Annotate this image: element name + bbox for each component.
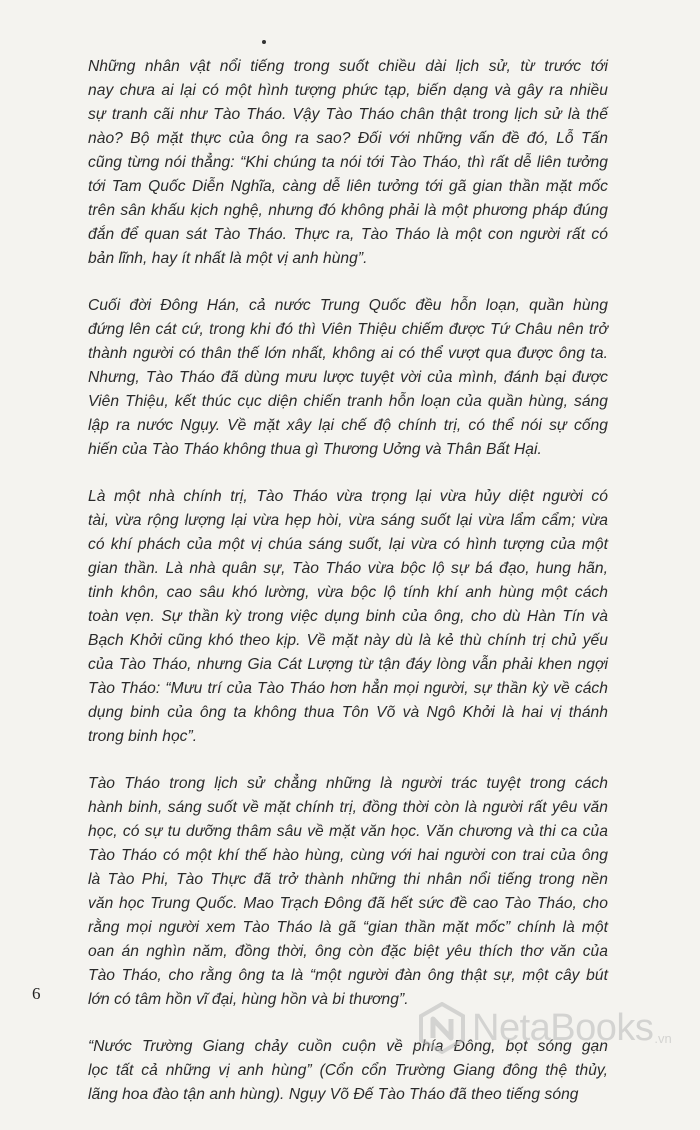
text-line: Tào Tháo có một khí thế hào hùng, cùng với hai người con trai của ông xyxy=(88,847,608,864)
watermark-suffix: .vn xyxy=(654,1031,672,1046)
text-line: Nhưng, Tào Tháo đã dùng mưu lược tuyệt vời của mình, đánh bại được xyxy=(88,369,608,386)
netabooks-logo-icon xyxy=(418,1002,466,1054)
text-line: là Tào Phi, Tào Thực đã trở thành những thi nhân nổi tiếng trong nền xyxy=(88,871,608,888)
paragraph xyxy=(88,55,608,271)
text-line: bản lĩnh, hay ít nhất là một vị anh hùng”. xyxy=(88,250,368,267)
text-line: lãng hoa đào tận anh hùng). Ngụy Võ Đế Tào Tháo đã theo tiếng sóng xyxy=(88,1086,579,1103)
text-line: rằng mọi người xem Tào Tháo là gã “gian thần mặt mốc” chính là một xyxy=(88,919,608,936)
page-number: 6 xyxy=(32,984,41,1003)
text-line: tinh khôn, cao sâu khó lường, vừa bộc lộ tính khí anh hùng một cách xyxy=(88,584,608,601)
text-line: của Tào Tháo, nhưng Gia Cát Lượng từ tận đáy lòng vẫn phải khen ngợi xyxy=(88,656,608,673)
text-line: lớn có tâm hồn vĩ đại, hùng hồn và bi thương”. xyxy=(88,991,409,1008)
text-line: tới Tam Quốc Diễn Nghĩa, càng dễ liên tưởng tới gã gian thần mặt mốc xyxy=(88,178,608,195)
text-line: Tào Tháo: “Mưu trí của Tào Tháo hơn hẳn mọi người, sự thần kỳ về cách xyxy=(88,680,608,697)
text-line: văn học Trung Quốc. Mao Trạch Đông đã hết sức đề cao Tào Tháo, cho xyxy=(88,895,608,912)
body-text xyxy=(88,55,608,1130)
text-line: nào? Bộ mặt thực của ông ra sao? Đối với những vấn đề đó, Lỗ Tấn xyxy=(88,130,608,147)
text-line: tài, vừa rộng lượng lại vừa hẹp hòi, vừa sáng suốt lại vừa lẩm cẩm; vừa xyxy=(88,512,608,529)
paragraph xyxy=(88,485,608,749)
text-line: dụng binh của ông ta không thua Tôn Võ và Ngô Khởi là hai vị thánh xyxy=(88,704,608,721)
text-line: hiến của Tào Tháo không thua gì Thương Uởng và Thân Bất Hại. xyxy=(88,441,542,458)
text-line: cũng từng nói thẳng: “Khi chúng ta nói tới Tào Tháo, thì rất dễ liên tưởng xyxy=(88,154,608,171)
text-line: có khí phách của một vị chúa sáng suốt, lại vừa có hình tượng của một xyxy=(88,536,608,553)
text-line: trong binh học”. xyxy=(88,728,198,745)
text-line: gian thần. Là nhà quân sự, Tào Tháo vừa bộc lộ sự bá đạo, hung hãn, xyxy=(88,560,608,577)
text-line: oan án nghìn năm, đồng thời, ông còn đặc biệt yêu thích thơ văn của xyxy=(88,943,608,960)
text-line: lập ra nước Ngụy. Về mặt xây lại chế độ chính trị, có thể nói sự cống xyxy=(88,417,608,434)
text-line: hành binh, sáng suốt về mặt chính trị, đồng thời còn là người rất yêu văn xyxy=(88,799,608,816)
text-line: đắn để quan sát Tào Tháo. Thực ra, Tào Tháo là một con người rất có xyxy=(88,226,608,243)
text-line: Tào Tháo, cho rằng ông ta là “một người đàn ông thật sự, một cây bút xyxy=(88,967,608,984)
text-line: đứng lên cát cứ, trong khi đó thì Viên Thiệu chiếm được Tứ Châu nên trở xyxy=(88,321,608,338)
text-line: Viên Thiệu, kết thúc cục diện chiến tranh hỗn loạn của quần hùng, sáng xyxy=(88,393,608,410)
text-line: lọc tất cả những vị anh hùng” (Cổn cổn Trường Giang đông thệ thủy, xyxy=(88,1062,608,1079)
paragraph xyxy=(88,294,608,462)
text-line: sự tranh cãi như Tào Tháo. Vậy Tào Tháo chân thật trong lịch sử là thế xyxy=(88,106,608,123)
text-line: học, có sự tu dưỡng thâm sâu về mặt văn học. Văn chương và thi ca của xyxy=(88,823,608,840)
text-line: Tào Tháo trong lịch sử chẳng những là người trác tuyệt trong cách xyxy=(88,775,608,792)
watermark xyxy=(418,1000,688,1056)
watermark-brand: NetaBooks xyxy=(472,1006,654,1049)
print-mark xyxy=(262,40,266,44)
text-line: Cuối đời Đông Hán, cả nước Trung Quốc đều hỗn loạn, quần hùng xyxy=(88,297,608,314)
text-line: Là một nhà chính trị, Tào Tháo vừa trọng lại vừa hủy diệt người có xyxy=(88,488,608,505)
text-line: Bạch Khởi cũng khó theo kịp. Về mặt này dù là kẻ thù chính trị chủ yếu xyxy=(88,632,608,649)
text-line: “Nước Trường Giang chảy cuồn cuộn về phía Đông, bọt sóng gạn xyxy=(88,1038,608,1055)
text-line: nay chưa ai lại có một hình tượng phức tạp, biến dạng và gây ra nhiều xyxy=(88,82,608,99)
text-line: Những nhân vật nổi tiếng trong suốt chiều dài lịch sử, từ trước tới xyxy=(88,58,608,75)
text-line: toàn vẹn. Sự thần kỳ trong việc dụng binh của ông, cho dù Hàn Tín và xyxy=(88,608,608,625)
text-line: thành người có thân thế lớn nhất, không ai có thể vượt qua được ông ta. xyxy=(88,345,608,362)
paragraph xyxy=(88,772,608,1012)
text-line: trên sân khấu kịch nghệ, nhưng đó không phải là một phương pháp đúng xyxy=(88,202,608,219)
